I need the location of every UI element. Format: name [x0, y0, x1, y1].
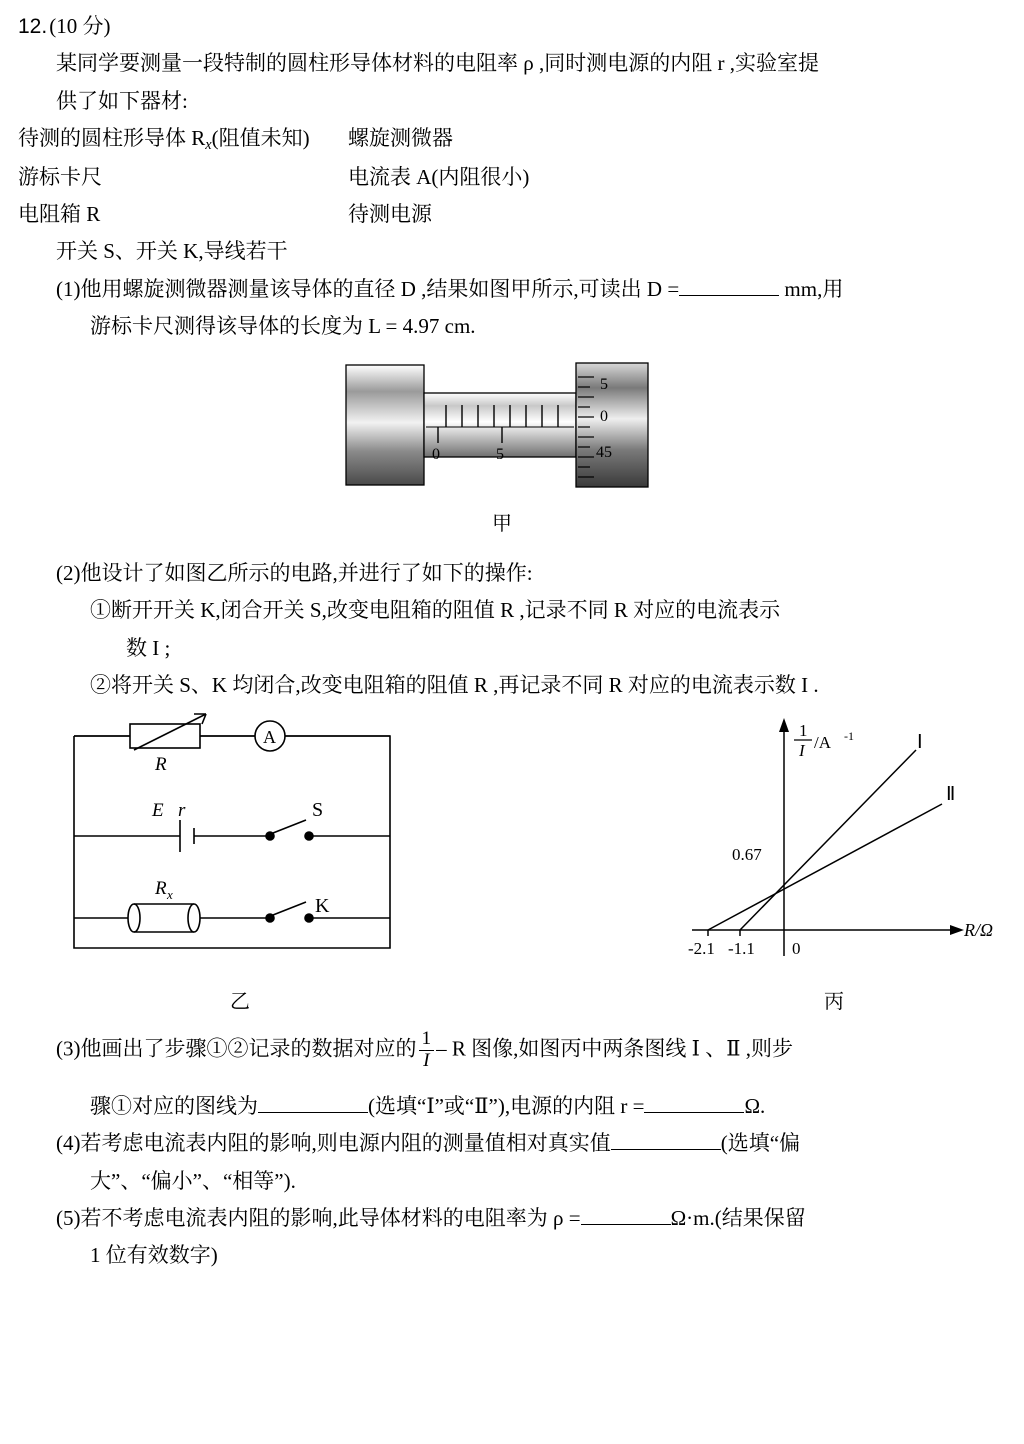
figure-graph — [664, 708, 1004, 1020]
equipment-left-tail: (阻值未知) — [211, 126, 310, 151]
graph-y-frac-num: 1 — [799, 721, 808, 741]
part-3-text-d: (选填“Ⅰ”或“Ⅱ”),电源的内阻 r = — [368, 1093, 645, 1118]
part-1-line-2: 游标卡尺测得该导体的长度为 L = 4.97 cm. — [90, 314, 476, 339]
circuit-svg — [60, 708, 420, 978]
micrometer-thimble-label-45: 45 — [596, 444, 612, 462]
part-4-text-a: (4)若考虑电流表内阻的影响,则电源内阻的测量值相对真实值 — [56, 1131, 611, 1156]
part-1-text-a: (1)他用螺旋测微器测量该导体的直径 D ,结果如图甲所示,可读出 D = — [56, 276, 680, 301]
switch-s-label: S — [312, 799, 324, 822]
equipment-row — [18, 159, 968, 196]
answer-blank-comparison[interactable] — [611, 1149, 721, 1150]
part-3-fraction — [419, 1029, 435, 1071]
answer-blank-diameter[interactable] — [679, 295, 779, 296]
graph-y-intercept-value: 0.67 — [732, 845, 762, 865]
graph-x-tick--1.1: -1.1 — [728, 939, 755, 959]
micrometer-svg — [342, 355, 682, 505]
part-3-text-c: 骤①对应的图线为 — [90, 1093, 258, 1118]
source-internal-resistance-label: r — [178, 800, 186, 822]
part-5-text-b: Ω·m.(结果保留 — [670, 1206, 806, 1231]
graph-line-2-label: Ⅱ — [946, 784, 956, 806]
figure-yi-caption: 乙 — [230, 990, 250, 1013]
micrometer-thimble-label-5: 5 — [600, 376, 608, 394]
equipment-left — [18, 120, 348, 158]
question-header — [18, 0, 968, 45]
figures-row — [60, 708, 1004, 1020]
equipment-row — [18, 196, 968, 233]
graph-y-unit-exponent: -1 — [844, 729, 854, 744]
part-2-step1-line2: 数 I ; — [126, 635, 171, 660]
stem-line-1: 某同学要测量一段特制的圆柱形导体材料的电阻率 ρ ,同时测电源的内阻 r ,实验室提 — [56, 51, 819, 76]
stem-line-2: 供了如下器材: — [56, 88, 188, 113]
graph-origin-label: 0 — [792, 939, 801, 959]
equipment-list — [18, 120, 968, 271]
part-5 — [18, 1200, 968, 1275]
equipment-right: 电流表 A(内阻很小) — [348, 164, 530, 189]
graph-svg — [664, 708, 1004, 978]
figure-jia-caption: 甲 — [492, 513, 512, 536]
part-4-line-2: 大”、“偏小”、“相等”). — [90, 1168, 296, 1193]
equipment-right: 待测电源 — [348, 201, 432, 226]
equipment-left-text: 待测的圆柱形导体 R — [18, 126, 206, 151]
part-2-step1-line1: ①断开开关 K,闭合开关 S,改变电阻箱的阻值 R ,记录不同 R 对应的电流表示 — [90, 598, 781, 623]
rx-label-sub: x — [167, 887, 173, 903]
equipment-left: 游标卡尺 — [18, 164, 102, 189]
switch-k-label: K — [315, 895, 330, 918]
part-5-text-a: (5)若不考虑电流表内阻的影响,此导体材料的电阻率为 ρ = — [56, 1206, 581, 1231]
circuit-resistor-label: R — [155, 754, 167, 776]
graph-x-axis-label: R/Ω — [964, 920, 994, 941]
figure-circuit — [60, 708, 420, 1020]
answer-blank-resistivity[interactable] — [581, 1224, 671, 1225]
part-5-line-2: 1 位有效数字) — [90, 1243, 218, 1268]
graph-line-1-label: Ⅰ — [917, 732, 923, 754]
graph-y-frac-den: I — [799, 741, 805, 761]
micrometer-sleeve-label-5: 5 — [496, 446, 504, 464]
source-emf-label: E — [152, 800, 164, 822]
question-number: 12. — [18, 15, 48, 38]
equipment-left-sub: x — [205, 137, 212, 154]
figure-bing-caption: 丙 — [824, 990, 844, 1013]
graph-y-unit: /A — [814, 733, 831, 753]
question-number-line — [18, 8, 968, 45]
part-2-step2: ②将开关 S、K 均闭合,改变电阻箱的阻值 R ,再记录不同 R 对应的电流表示数 I . — [90, 673, 819, 698]
micrometer-thimble-label-0: 0 — [600, 408, 608, 426]
question-score: (10 分) — [49, 14, 111, 38]
question-stem — [18, 45, 968, 120]
part-4 — [18, 1125, 968, 1200]
part-3-frac-numerator: 1 — [421, 1028, 432, 1050]
equipment-left: 电阻箱 R — [18, 201, 101, 226]
part-1-line-1 — [56, 271, 968, 308]
part-3-text-a: (3)他画出了步骤①②记录的数据对应的 — [56, 1037, 417, 1062]
graph-x-tick--2.1: -2.1 — [688, 939, 715, 959]
equipment-right: 螺旋测微器 — [348, 126, 453, 151]
part-5-line-1 — [56, 1200, 968, 1237]
equipment-row — [18, 120, 968, 158]
answer-blank-line-choice[interactable] — [258, 1112, 368, 1113]
part-3-line-1 — [56, 1030, 968, 1072]
part-3-line-2 — [90, 1088, 968, 1125]
part-4-text-b: (选填“偏 — [720, 1131, 801, 1156]
part-2-lead: (2)他设计了如图乙所示的电路,并进行了如下的操作: — [56, 560, 533, 585]
part-3 — [18, 1030, 968, 1125]
part-4-line-1 — [56, 1125, 968, 1162]
part-1-unit: mm,用 — [784, 276, 844, 301]
part-3-frac-denominator: I — [419, 1050, 435, 1071]
equipment-last-line: 开关 S、开关 K,导线若干 — [56, 239, 288, 264]
part-1 — [18, 271, 968, 346]
answer-blank-internal-resistance[interactable] — [644, 1112, 744, 1113]
part-2 — [18, 555, 968, 705]
ammeter-label: A — [263, 727, 276, 748]
micrometer-sleeve-label-0: 0 — [432, 446, 440, 464]
figure-micrometer — [0, 355, 1024, 505]
part-3-text-e: Ω. — [744, 1093, 766, 1118]
part-3-text-b: – R 图像,如图丙中两条图线 Ⅰ 、Ⅱ ,则步 — [436, 1037, 793, 1062]
rx-label: R — [155, 878, 167, 900]
